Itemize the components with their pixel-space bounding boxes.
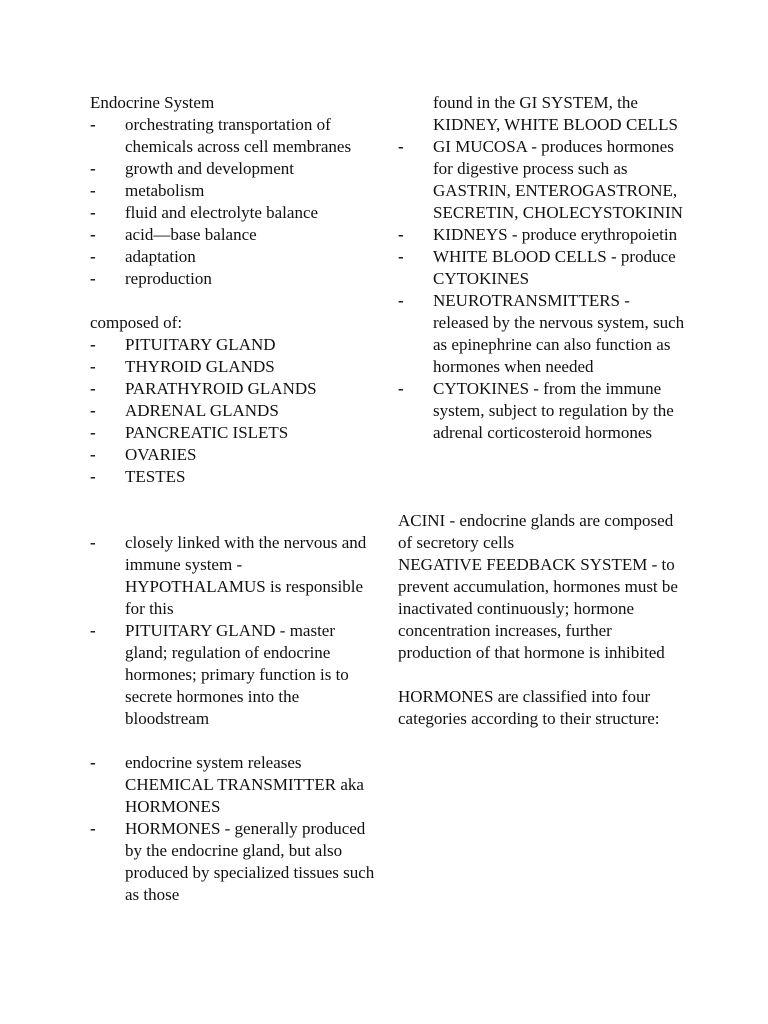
list-item-text: growth and development bbox=[125, 159, 295, 178]
dash-bullet: - bbox=[90, 423, 96, 442]
list-item bbox=[90, 356, 380, 378]
list-item bbox=[398, 246, 688, 290]
list-item bbox=[90, 114, 380, 158]
list-item-text: ADRENAL GLANDS bbox=[125, 401, 279, 420]
list-item bbox=[90, 268, 380, 290]
list-item bbox=[398, 378, 688, 444]
list-item-text: PANCREATIC ISLETS bbox=[125, 423, 289, 442]
list-item bbox=[90, 400, 380, 422]
dash-bullet: - bbox=[90, 445, 96, 464]
list-item bbox=[90, 422, 380, 444]
list-item bbox=[90, 334, 380, 356]
list-item-text: adaptation bbox=[125, 247, 196, 266]
list-item bbox=[90, 818, 380, 906]
dash-bullet: - bbox=[90, 467, 96, 486]
notes-list-1 bbox=[90, 532, 380, 730]
dash-bullet: - bbox=[90, 181, 96, 200]
list-item bbox=[398, 224, 688, 246]
list-item-text: orchestrating transportation of chemicals across cell membranes bbox=[125, 115, 352, 156]
list-item bbox=[90, 224, 380, 246]
hormones-classified-paragraph: HORMONES are classified into four categories according to their structure: bbox=[398, 687, 660, 728]
dash-bullet: - bbox=[90, 247, 96, 266]
dash-bullet: - bbox=[398, 291, 404, 310]
list-item-text: PITUITARY GLAND bbox=[125, 335, 276, 354]
dash-bullet: - bbox=[398, 379, 404, 398]
list-item bbox=[398, 290, 688, 378]
dash-bullet: - bbox=[90, 379, 96, 398]
composed-of-label: composed of: bbox=[90, 313, 183, 332]
dash-bullet: - bbox=[90, 621, 96, 640]
list-item bbox=[90, 532, 380, 620]
dash-bullet: - bbox=[90, 533, 96, 552]
dash-bullet: - bbox=[90, 357, 96, 376]
hormone-sources-list bbox=[398, 136, 688, 444]
glands-list bbox=[90, 334, 380, 488]
list-item bbox=[90, 246, 380, 268]
right-column bbox=[398, 92, 688, 730]
dash-bullet: - bbox=[90, 401, 96, 420]
dash-bullet: - bbox=[90, 115, 96, 134]
list-item-text: TESTES bbox=[125, 467, 186, 486]
list-item-text: endocrine system releases CHEMICAL TRANSMITTER aka HORMONES bbox=[125, 753, 364, 816]
notes-list-2 bbox=[90, 752, 380, 906]
list-item-text: THYROID GLANDS bbox=[125, 357, 275, 376]
continuation-text-content: found in the GI SYSTEM, the KIDNEY, WHITE BLOOD CELLS bbox=[433, 93, 678, 134]
dash-bullet: - bbox=[90, 819, 96, 838]
list-item-text: OVARIES bbox=[125, 445, 197, 464]
list-item-text: CYTOKINES - from the immune system, subject to regulation by the adrenal corticosteroid hormones bbox=[433, 379, 674, 442]
list-item bbox=[90, 752, 380, 818]
dash-bullet: - bbox=[90, 159, 96, 178]
list-item-text: PARATHYROID GLANDS bbox=[125, 379, 317, 398]
list-item bbox=[90, 180, 380, 202]
dash-bullet: - bbox=[398, 137, 404, 156]
list-item-text: metabolism bbox=[125, 181, 205, 200]
list-item bbox=[90, 466, 380, 488]
acini-paragraph: ACINI - endocrine glands are composed of secretory cells bbox=[398, 511, 674, 552]
dash-bullet: - bbox=[90, 203, 96, 222]
list-item-text: GI MUCOSA - produces hormones for digestive process such as GASTRIN, ENTEROGASTRONE, SECRETIN, CHOLECYSTOKININ bbox=[433, 137, 683, 222]
list-item bbox=[90, 158, 380, 180]
list-item-text: WHITE BLOOD CELLS - produce CYTOKINES bbox=[433, 247, 676, 288]
dash-bullet: - bbox=[90, 335, 96, 354]
list-item-text: KIDNEYS - produce erythropoietin bbox=[433, 225, 678, 244]
list-item-text: reproduction bbox=[125, 269, 212, 288]
list-item bbox=[90, 378, 380, 400]
list-item bbox=[398, 136, 688, 224]
list-item-text: NEUROTRANSMITTERS - released by the nervous system, such as epinephrine can also function as hormones when needed bbox=[433, 291, 685, 376]
list-item bbox=[90, 620, 380, 730]
dash-bullet: - bbox=[90, 269, 96, 288]
document-title: Endocrine System bbox=[90, 93, 215, 112]
list-item-text: closely linked with the nervous and immune system - HYPOTHALAMUS is responsible for this bbox=[125, 533, 367, 618]
list-item bbox=[90, 444, 380, 466]
dash-bullet: - bbox=[90, 753, 96, 772]
negative-feedback-paragraph: NEGATIVE FEEDBACK SYSTEM - to prevent accumulation, hormones must be inactivated continuously; hormone concentration increases, further production of that hormone is inhibited bbox=[398, 555, 678, 662]
list-item bbox=[90, 202, 380, 224]
dash-bullet: - bbox=[398, 225, 404, 244]
list-item-text: acid—base balance bbox=[125, 225, 257, 244]
dash-bullet: - bbox=[398, 247, 404, 266]
functions-list bbox=[90, 114, 380, 290]
left-column bbox=[90, 92, 380, 906]
dash-bullet: - bbox=[90, 225, 96, 244]
list-item-text: fluid and electrolyte balance bbox=[125, 203, 319, 222]
list-item-text: PITUITARY GLAND - master gland; regulation of endocrine hormones; primary function is to secrete hormones into the bloodstream bbox=[125, 621, 349, 728]
list-item-text: HORMONES - generally produced by the endocrine gland, but also produced by specialized tissues such as those bbox=[125, 819, 375, 904]
continuation-text bbox=[398, 92, 688, 136]
